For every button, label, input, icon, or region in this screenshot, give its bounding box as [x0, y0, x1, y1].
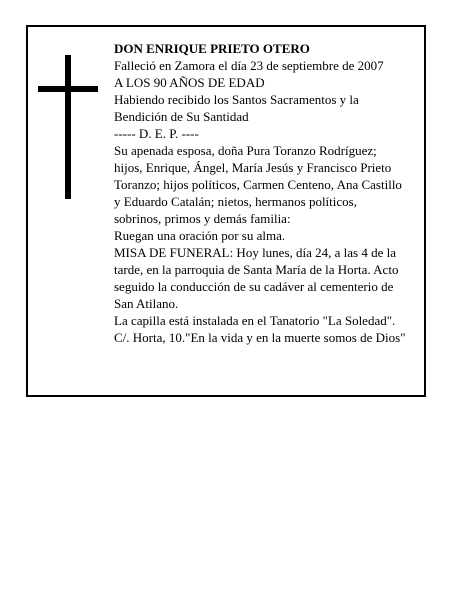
prayer-line: Ruegan una oración por su alma.	[114, 228, 286, 243]
age-line: A LOS 90 AÑOS DE EDAD	[114, 75, 265, 90]
cross-horizontal-bar	[38, 86, 98, 92]
chapel-line-1: La capilla está instalada en el Tanatorio "La Soledad".	[114, 313, 396, 328]
family-line-3: Toranzo; hijos políticos, Carmen Centeno, Ana Castillo	[114, 177, 402, 192]
funeral-mass-line-3: seguido la conducción de su cadáver al cementerio de	[114, 279, 394, 294]
latin-cross-icon	[38, 55, 98, 199]
funeral-mass-line-4: San Atilano.	[114, 296, 179, 311]
funeral-mass-line-1: MISA DE FUNERAL: Hoy lunes, día 24, a las 4 de la	[114, 245, 397, 260]
chapel-line-2: C/. Horta, 10."En la vida y en la muerte somos de Dios"	[114, 330, 406, 345]
sacraments-line-1: Habiendo recibido los Santos Sacramentos y la	[114, 92, 359, 107]
deceased-name: DON ENRIQUE PRIETO OTERO	[114, 41, 310, 56]
sacraments-line-2: Bendición de Su Santidad	[114, 109, 249, 124]
obituary-text	[114, 40, 426, 346]
family-line-2: hijos, Enrique, Ángel, María Jesús y Francisco Prieto	[114, 160, 392, 175]
rip-line: ----- D. E. P. ----	[114, 126, 199, 141]
death-date-line: Falleció en Zamora el día 23 de septiembre de 2007	[114, 58, 384, 73]
family-line-5: sobrinos, primos y demás familia:	[114, 211, 291, 226]
family-line-4: y Eduardo Catalán; nietos, hermanos políticos,	[114, 194, 357, 209]
funeral-mass-line-2: tarde, en la parroquia de Santa María de la Horta. Acto	[114, 262, 399, 277]
family-line-1: Su apenada esposa, doña Pura Toranzo Rodríguez;	[114, 143, 377, 158]
cross-vertical-bar	[65, 55, 71, 199]
obituary-notice	[26, 25, 426, 397]
